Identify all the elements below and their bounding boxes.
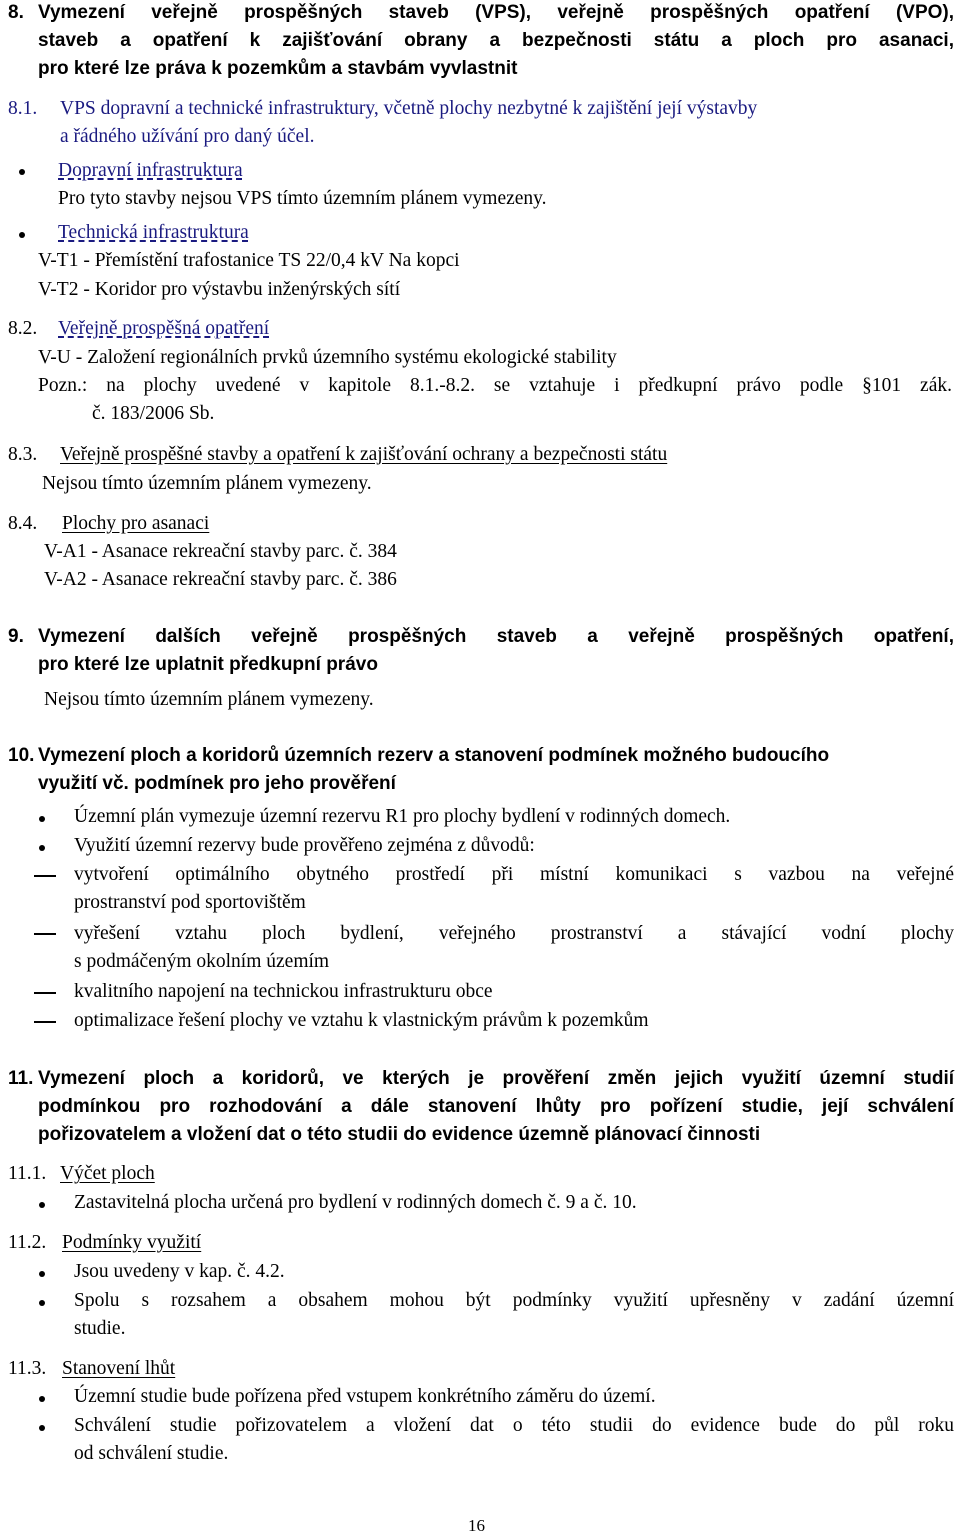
section-11-3-number: 11.3. xyxy=(8,1358,47,1379)
bullet-icon xyxy=(39,1300,45,1306)
section-11-1-title: Výčet ploch xyxy=(60,1163,155,1184)
section-10-title-line2: využití vč. podmínek pro jeho prověření xyxy=(38,773,396,794)
section-8-4-title: Plochy pro asanaci xyxy=(62,513,210,534)
pozn-line2: č. 183/2006 Sb. xyxy=(92,403,215,424)
s113-bullet-2-line2: od schválení studie. xyxy=(74,1443,229,1464)
dash-icon xyxy=(34,933,56,935)
s111-bullet-1: Zastavitelná plocha určená pro bydlení v rodinných domech č. 9 a č. 10. xyxy=(74,1192,637,1213)
section-11-title-line1: Vymezení ploch a koridorů, ve kterých je prověření změn jejich využití územní studií xyxy=(38,1068,954,1089)
dash-icon xyxy=(34,992,56,994)
section-11-number: 11. xyxy=(8,1068,34,1089)
bullet-icon xyxy=(19,169,25,175)
section-11-1-number: 11.1. xyxy=(8,1163,47,1184)
technicka-infrastruktura-heading: Technická infrastruktura xyxy=(58,222,249,243)
pozn-line1: Pozn.: na plochy uvedené v kapitole 8.1.-8.2. se vztahuje i předkupní právo podle §101 zák. xyxy=(38,375,952,396)
section-8-1-title-line1: VPS dopravní a technické infrastruktury, včetně plochy nezbytné k zajištění její výstavby xyxy=(60,98,758,119)
s112-bullet-2-line1: Spolu s rozsahem a obsahem mohou být podmínky využití upřesněny v zadání územní xyxy=(74,1290,954,1311)
s10-dash-4: optimalizace řešení plochy ve vztahu k vlastnickým právům k pozemkům xyxy=(74,1010,649,1031)
section-11-title-line2: podmínkou pro rozhodování a dále stanovení lhůty pro pořízení studie, její schválení xyxy=(38,1096,954,1117)
section-11-2-title: Podmínky využití xyxy=(62,1232,202,1253)
s10-dash-1-line2: prostranství pod sportovištěm xyxy=(74,892,306,913)
s10-dash-1-line1: vytvoření optimálního obytného prostředí při místní komunikaci s vazbou na veřejné xyxy=(74,864,954,885)
bullet-icon xyxy=(19,232,25,238)
page-number: 16 xyxy=(468,1516,485,1535)
s113-bullet-2-line1: Schválení studie pořizovatelem a vložení dat o této studii do evidence bude do půl roku xyxy=(74,1415,954,1436)
va2-item: V-A2 - Asanace rekreační stavby parc. č. 386 xyxy=(44,569,397,590)
bullet-icon xyxy=(39,816,45,822)
s10-dash-2-line1: vyřešení vztahu ploch bydlení, veřejného prostranství a stávající vodní plochy xyxy=(74,923,954,944)
section-11-2-number: 11.2. xyxy=(8,1232,47,1253)
section-8-3-title: Veřejně prospěšné stavby a opatření k zajišťování ochrany a bezpečnosti státu xyxy=(60,444,668,465)
bullet-icon xyxy=(39,1396,45,1402)
bullet-icon xyxy=(39,1425,45,1431)
section-8-3-number: 8.3. xyxy=(8,444,38,465)
section-8-1-number: 8.1. xyxy=(8,98,38,119)
section-8-title-line1: Vymezení veřejně prospěšných staveb (VPS), veřejně prospěšných opatření (VPO), xyxy=(38,2,954,23)
s112-bullet-1: Jsou uvedeny v kap. č. 4.2. xyxy=(74,1261,285,1282)
section-11-3-title: Stanovení lhůt xyxy=(62,1358,176,1379)
vu-item: V-U - Založení regionálních prvků územního systému ekologické stability xyxy=(38,347,617,368)
section-9-title-line1: Vymezení dalších veřejně prospěšných staveb a veřejně prospěšných opatření, xyxy=(38,626,954,647)
dash-icon xyxy=(34,1021,56,1023)
dash-icon xyxy=(34,875,56,877)
section-8-title-line3: pro které lze práva k pozemkům a stavbám vyvlastnit xyxy=(38,58,518,79)
section-10-title-line1: Vymezení ploch a koridorů územních rezerv a stanovení podmínek možného budoucího xyxy=(38,745,830,766)
section-8-1-title-line2: a řádného užívání pro daný účel. xyxy=(60,126,315,147)
vt2-item: V-T2 - Koridor pro výstavbu inženýrských sítí xyxy=(38,279,401,300)
s10-dash-3: kvalitního napojení na technickou infrastrukturu obce xyxy=(74,981,493,1002)
s10-bullet-1: Územní plán vymezuje územní rezervu R1 pro plochy bydlení v rodinných domech. xyxy=(74,806,731,827)
dopravni-infrastruktura-heading: Dopravní infrastruktura xyxy=(58,160,243,181)
section-8-3-text: Nejsou tímto územním plánem vymezeny. xyxy=(42,473,372,494)
section-8-2-number: 8.2. xyxy=(8,318,38,339)
vt1-item: V-T1 - Přemístění trafostanice TS 22/0,4 kV Na kopci xyxy=(38,250,460,271)
section-9-title-line2: pro které lze uplatnit předkupní právo xyxy=(38,654,378,675)
section-9-text: Nejsou tímto územním plánem vymezeny. xyxy=(44,689,374,710)
s10-bullet-2: Využití územní rezervy bude prověřeno zejména z důvodů: xyxy=(74,835,535,856)
s10-dash-2-line2: s podmáčeným okolním územím xyxy=(74,951,330,972)
bullet-icon xyxy=(39,1271,45,1277)
s113-bullet-1: Územní studie bude pořízena před vstupem konkrétního záměru do území. xyxy=(74,1386,656,1407)
s112-bullet-2-line2: studie. xyxy=(74,1318,126,1339)
section-11-title-line3: pořizovatelem a vložení dat o této studii do evidence územně plánovací činnosti xyxy=(38,1124,761,1145)
va1-item: V-A1 - Asanace rekreační stavby parc. č. 384 xyxy=(44,541,397,562)
section-8-4-number: 8.4. xyxy=(8,513,38,534)
section-10-number: 10. xyxy=(8,745,35,766)
bullet-icon xyxy=(39,1202,45,1208)
section-8-number: 8. xyxy=(8,2,24,23)
bullet-icon xyxy=(39,845,45,851)
dopravni-infrastruktura-text: Pro tyto stavby nejsou VPS tímto územním plánem vymezeny. xyxy=(58,188,547,209)
section-8-title-line2: staveb a opatření k zajišťování obrany a bezpečnosti státu a ploch pro asanaci, xyxy=(38,30,954,51)
section-8-2-title: Veřejně prospěšná opatření xyxy=(58,318,270,339)
section-9-number: 9. xyxy=(8,626,24,647)
